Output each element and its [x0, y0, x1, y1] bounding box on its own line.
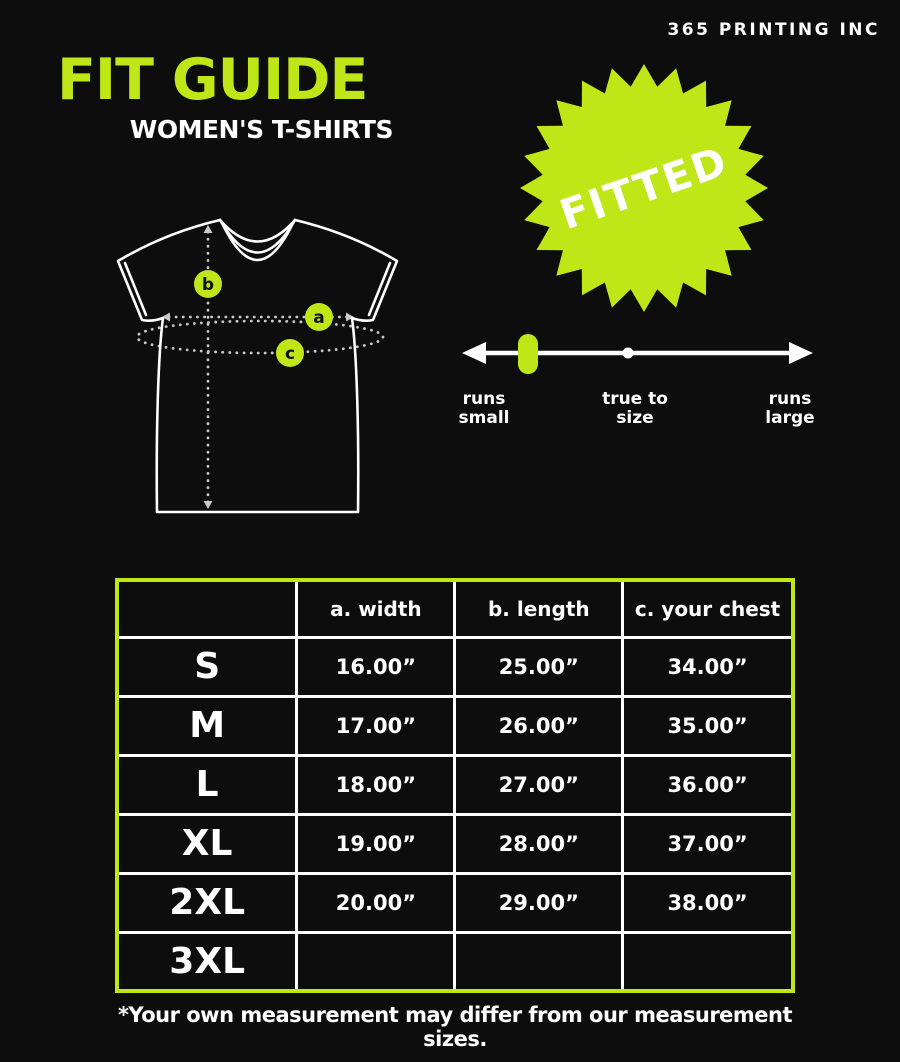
- brand-name: 365 PRINTING INC: [667, 20, 880, 40]
- table-row: [117, 932, 793, 991]
- table-row: [117, 696, 793, 755]
- tshirt-diagram: [105, 205, 405, 525]
- length-arrow-down-icon: [204, 501, 213, 509]
- chest-value: 37.00”: [623, 814, 793, 873]
- table-row: [117, 814, 793, 873]
- scale-label-true-to-size: true to size: [602, 389, 668, 428]
- chest-value: 38.00”: [623, 873, 793, 932]
- arrow-left-icon: [462, 342, 486, 364]
- size-chart-table: [115, 578, 795, 993]
- chest-value: 34.00”: [623, 637, 793, 696]
- header-width: a. width: [297, 580, 455, 637]
- table-header-row: [117, 580, 793, 637]
- footnote: *Your own measurement may differ from our measurement sizes.: [117, 1003, 793, 1051]
- marker-c: [276, 339, 304, 367]
- fit-scale-axis: [440, 320, 860, 382]
- table-row: [117, 755, 793, 814]
- width-value: 16.00”: [297, 637, 455, 696]
- length-value: 29.00”: [455, 873, 623, 932]
- true-to-size-tick: [623, 348, 634, 359]
- size-label: 2XL: [117, 873, 297, 932]
- width-value: 20.00”: [297, 873, 455, 932]
- chest-value: [623, 932, 793, 991]
- width-value: 19.00”: [297, 814, 455, 873]
- header-chest: c. your chest: [623, 580, 793, 637]
- chest-value: 36.00”: [623, 755, 793, 814]
- size-label: 3XL: [117, 932, 297, 991]
- page-title: FIT GUIDE: [57, 47, 368, 113]
- size-label: L: [117, 755, 297, 814]
- badge-label: FITTED: [553, 136, 735, 240]
- width-value: 18.00”: [297, 755, 455, 814]
- svg-text:c: c: [284, 344, 296, 364]
- page-subtitle: WOMEN'S T-SHIRTS: [129, 115, 393, 144]
- length-arrow-up-icon: [204, 225, 213, 233]
- length-value: 25.00”: [455, 637, 623, 696]
- front-collar-outer: [220, 220, 295, 253]
- header-length: b. length: [455, 580, 623, 637]
- svg-text:b: b: [201, 275, 215, 295]
- scale-label-runs-large: runs large: [765, 389, 815, 428]
- length-value: 28.00”: [455, 814, 623, 873]
- table-row: [117, 873, 793, 932]
- size-label: S: [117, 637, 297, 696]
- header-blank: [117, 580, 297, 637]
- marker-b: [194, 270, 222, 298]
- shirt-silhouette: [118, 220, 397, 512]
- length-value: [455, 932, 623, 991]
- table-row: [117, 637, 793, 696]
- chest-value: 35.00”: [623, 696, 793, 755]
- svg-text:a: a: [313, 308, 325, 328]
- marker-a: [305, 303, 333, 331]
- title-block: [57, 47, 393, 144]
- width-value: 17.00”: [297, 696, 455, 755]
- fit-position-marker: [518, 334, 538, 374]
- chest-ellipse-dotted-line: [137, 321, 383, 353]
- width-value: [297, 932, 455, 991]
- size-label: XL: [117, 814, 297, 873]
- fit-scale: [440, 320, 860, 450]
- arrow-right-icon: [789, 342, 813, 364]
- scale-label-runs-small: runs small: [458, 389, 510, 428]
- size-label: M: [117, 696, 297, 755]
- fitted-badge: [520, 64, 768, 312]
- length-value: 27.00”: [455, 755, 623, 814]
- tshirt-outline-icon: [105, 205, 405, 525]
- length-value: 26.00”: [455, 696, 623, 755]
